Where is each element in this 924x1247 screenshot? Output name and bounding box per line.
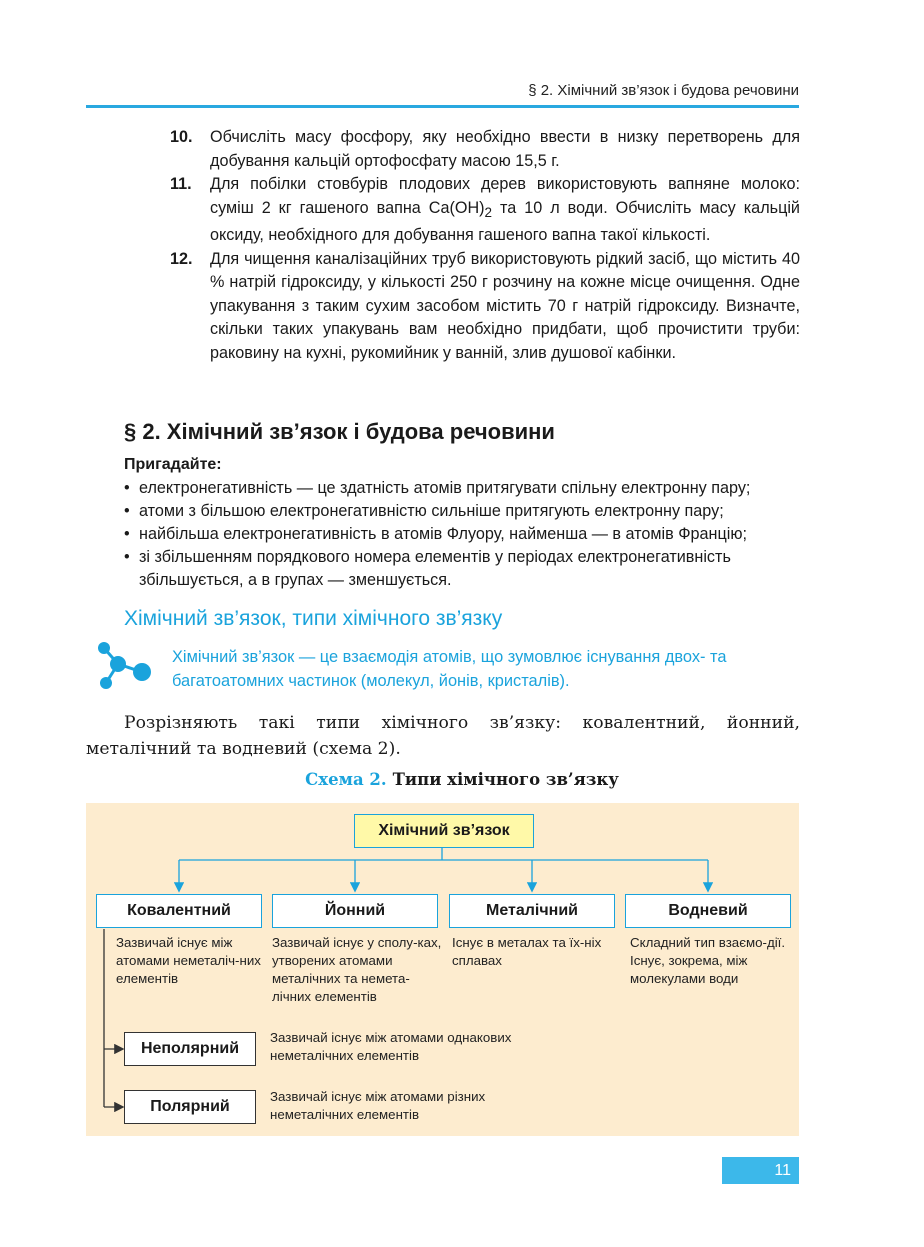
bond-types-scheme xyxy=(86,803,799,1136)
subtype-note: Зазвичай існує між атомами різних неметалічних елементів xyxy=(270,1089,486,1122)
list-item: • найбільша електронегативність в атомів Флуору, найменша — в атомів Францію; xyxy=(124,523,804,546)
caption-number: Схема 2. xyxy=(305,770,387,789)
task-number: 10. xyxy=(170,128,193,146)
list-item: • атоми з більшою електронегативністю сильніше притягують електронну пару; xyxy=(124,500,804,523)
header-rule xyxy=(86,105,799,108)
definition-text: Хімічний зв’язок — це взаємодія атомів, що зумовлює існування двох- та багатоатомних частинок (молекул, йонів, кристалів). xyxy=(172,648,727,690)
task-item xyxy=(170,126,800,173)
section-title: § 2. Хімічний зв’язок і будова речовини xyxy=(124,419,555,444)
recall-list xyxy=(124,477,804,592)
type-box-hydrogen: Водневий xyxy=(625,894,791,928)
running-header: § 2. Хімічний зв’язок і будова речовини xyxy=(528,82,799,99)
type-note: Існує в металах та їх-ніх сплавах xyxy=(452,935,602,968)
task-text-part: та 10 л води. Обчисліть масу кальцій оксиду, необхідного для добування гашеного вапна такої кількості. xyxy=(210,198,800,245)
formula-subscript: 2 xyxy=(484,204,493,220)
caption-text: Типи хімічного зв’язку xyxy=(392,770,619,789)
type-note: Складний тип взаємо-дії. Існує, зокрема, між молекулами води xyxy=(630,935,786,986)
task-item xyxy=(170,173,800,248)
subtype-box-nonpolar: Неполярний xyxy=(124,1032,256,1066)
recall-label: Пригадайте: xyxy=(124,456,222,473)
task-item xyxy=(170,248,800,366)
type-box-metallic: Металічний xyxy=(449,894,615,928)
subtype-box-polar: Полярний xyxy=(124,1090,256,1124)
list-item: • зі збільшенням порядкового номера елементів у періодах електронегативність збільшується, а в групах — зменшується. xyxy=(124,546,804,592)
page-number: 11 xyxy=(722,1157,799,1184)
task-list xyxy=(170,126,800,365)
type-box-covalent: Ковалентний xyxy=(96,894,262,928)
subheading: Хімічний зв’язок, типи хімічного зв’язку xyxy=(124,607,503,630)
task-number: 11. xyxy=(170,175,192,193)
molecule-icon xyxy=(92,640,154,692)
task-number: 12. xyxy=(170,249,193,268)
task-text: Для чищення каналізаційних труб використовують рідкий засіб, що містить 40 % натрій гідроксиду, у кількості 250 г розчину на кожне місце очищення. Одне упакування з таким сухим засобом містить 70 г натрій гідроксиду. Визначте, скільки таких упакувань вам необхідно придбати, щоб прочистити труби: раковину на кухні, рукомийник у ванній, злив душової кабінки. xyxy=(210,249,800,362)
type-box-ionic: Йонний xyxy=(272,894,438,928)
type-note: Зазвичай існує у сполу-ках, утворених атомами металічних та немета-лічних елементів xyxy=(272,935,442,1004)
list-item: • електронегативність — це здатність атомів притягувати спільну електронну пару; xyxy=(124,477,804,500)
type-note: Зазвичай існує між атомами неметаліч-них елементів xyxy=(116,935,261,986)
root-box: Хімічний зв’язок xyxy=(354,814,534,848)
body-paragraph: Розрізняють такі типи хімічного зв’язку: ковалентний, йонний, металічний та водневий (схема 2). xyxy=(86,713,800,759)
scheme-caption xyxy=(0,770,924,789)
subtype-note: Зазвичай існує між атомами однакових неметалічних елементів xyxy=(270,1030,512,1063)
task-text: Обчисліть масу фосфору, яку необхідно ввести в низку перетворень для добування кальцій ортофосфату масою 15,5 г. xyxy=(210,128,800,170)
task-text xyxy=(210,173,800,248)
task-text-part: Для побілки стовбурів плодових дерев використовують вапняне молоко: суміш 2 кг гашеного вапна Ca(OH) xyxy=(210,175,800,217)
